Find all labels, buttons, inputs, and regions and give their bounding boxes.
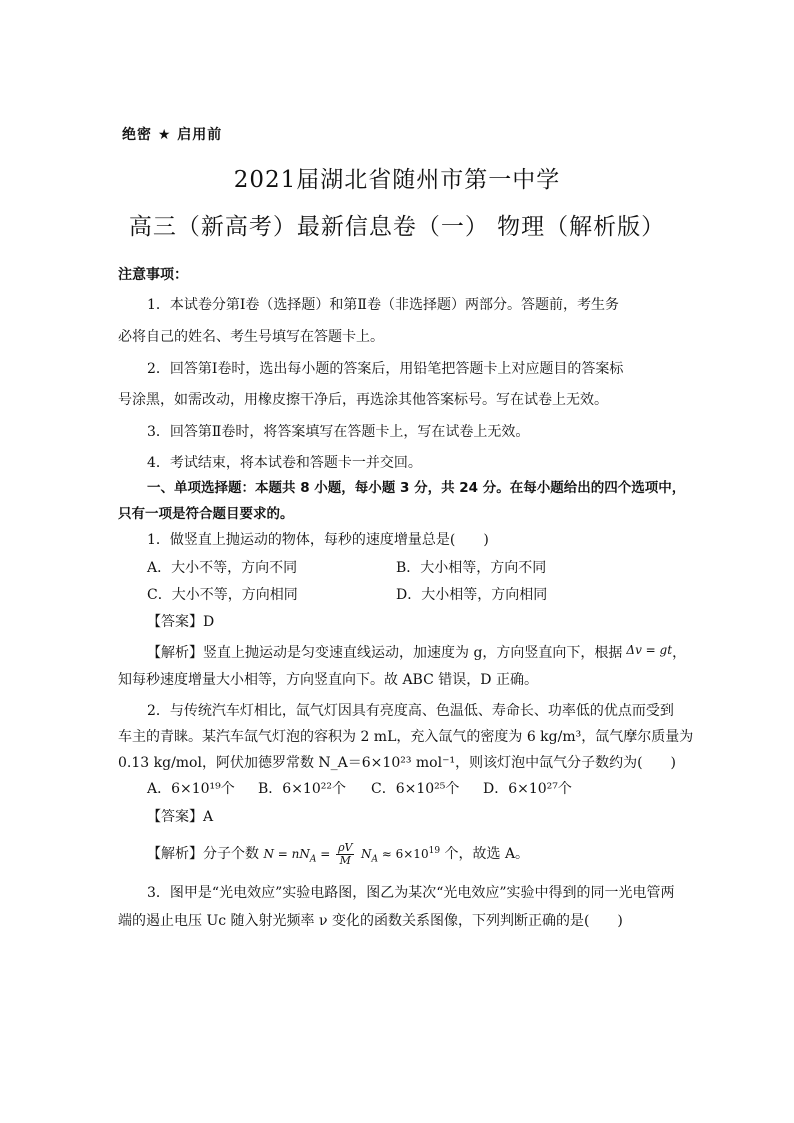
q2-formula-lhs <box>263 847 335 865</box>
q2-formula-sub-a2: A <box>371 854 378 865</box>
q2-formula-rhs <box>360 846 441 865</box>
q2-analysis-suffix: 个，故选 A。 <box>444 846 530 862</box>
q2-formula-sub-a: A <box>309 854 317 865</box>
q1-option-a: A．大小不等，方向不同 <box>147 560 298 576</box>
q3-line1: 3．图甲是“光电效应”实验电路图，图乙为某次“光电效应”实验中得到的同一光电管两 <box>147 885 675 901</box>
notice-item-2b: 号涂黑，如需改动，用橡皮擦干净后，再选涂其他答案标号。写在试卷上无效。 <box>118 392 608 408</box>
q2-frac-numerator: ρV <box>338 840 353 854</box>
notice-item-4: 4．考试结束，将本试卷和答题卡一并交回。 <box>147 455 422 471</box>
notice-item-2a: 2．回答第Ⅰ卷时，选出每小题的答案后，用铅笔把答题卡上对应题目的答案标 <box>147 361 624 377</box>
notice-item-1a: 1．本试卷分第Ⅰ卷（选择题）和第Ⅱ卷（非选择题）两部分。答题前，考生务 <box>147 297 619 313</box>
q2-formula-nn: N = nN <box>263 847 310 861</box>
title-exam: 高三（新高考）最新信息卷（一） 物理（解析版） <box>128 214 666 240</box>
q1-stem: 1．做竖直上抛运动的物体，每秒的速度增量总是( ) <box>147 532 489 548</box>
q1-analysis-comma: ， <box>672 645 687 661</box>
q2-option-c: C．6×10²⁵个 <box>371 781 460 797</box>
q1-analysis-line1 <box>147 642 707 662</box>
notice-heading: 注意事项： <box>118 267 188 283</box>
q1-option-c: C．大小不等，方向相同 <box>147 587 298 603</box>
q2-line2: 车主的青睐。某汽车氙气灯泡的容积为 2 mL，充入氙气的密度为 6 kg/m³，氙气摩尔质量为 <box>118 729 694 745</box>
q1-answer: 【答案】D <box>147 614 215 630</box>
confidential-label: 绝密 ★ 启用前 <box>122 127 223 143</box>
q2-formula-approx: ≈ 6×10 <box>377 847 429 861</box>
q2-formula-fraction <box>336 842 354 867</box>
title-school: 2021届湖北省随州市第一中学 <box>233 167 561 193</box>
q2-frac-denominator: M <box>339 853 351 867</box>
q2-analysis <box>147 836 707 868</box>
q2-line3: 0.13 kg/mol，阿伏加德罗常数 N_A＝6×10²³ mol⁻¹，则该灯泡中氙气分子数约为( ) <box>118 755 677 771</box>
q2-formula-eq: = <box>316 847 335 861</box>
q2-line1: 2．与传统汽车灯相比，氙气灯因具有亮度高、色温低、寿命长、功率低的优点而受到 <box>147 703 674 719</box>
q1-option-b: B．大小相等，方向不同 <box>396 560 547 576</box>
q2-option-b: B．6×10²²个 <box>258 781 346 797</box>
q1-option-d: D．大小相等，方向相同 <box>396 587 548 603</box>
q2-answer: 【答案】A <box>147 809 214 825</box>
q1-analysis-line2: 知每秒速度增量大小相等，方向竖直向下。故 ABC 错误，D 正确。 <box>118 672 538 688</box>
q2-analysis-prefix: 【解析】分子个数 <box>147 846 259 862</box>
section-heading-a: 一、单项选择题：本题共 8 小题，每小题 3 分，共 24 分。在每小题给出的四个选项中， <box>147 480 686 496</box>
q2-formula-exp: 19 <box>428 846 441 856</box>
notice-item-3: 3．回答第Ⅱ卷时，将答案填写在答题卡上，写在试卷上无效。 <box>147 424 530 440</box>
q2-option-d: D．6×10²⁷个 <box>483 781 572 797</box>
notice-item-1b: 必将自己的姓名、考生号填写在答题卡上。 <box>118 329 384 345</box>
section-heading-b: 只有一项是符合题目要求的。 <box>118 506 294 522</box>
q2-formula-n: N <box>360 847 372 861</box>
q1-formula: Δv = gt <box>626 643 673 657</box>
q3-line2: 端的遏止电压 Uc 随入射光频率 ν 变化的函数关系图像，下列判断正确的是( ) <box>118 913 623 929</box>
q1-analysis-text: 【解析】竖直上抛运动是匀变速直线运动，加速度为 g，方向竖直向下，根据 <box>147 645 623 661</box>
q2-option-a: A．6×10¹⁹个 <box>147 781 235 797</box>
